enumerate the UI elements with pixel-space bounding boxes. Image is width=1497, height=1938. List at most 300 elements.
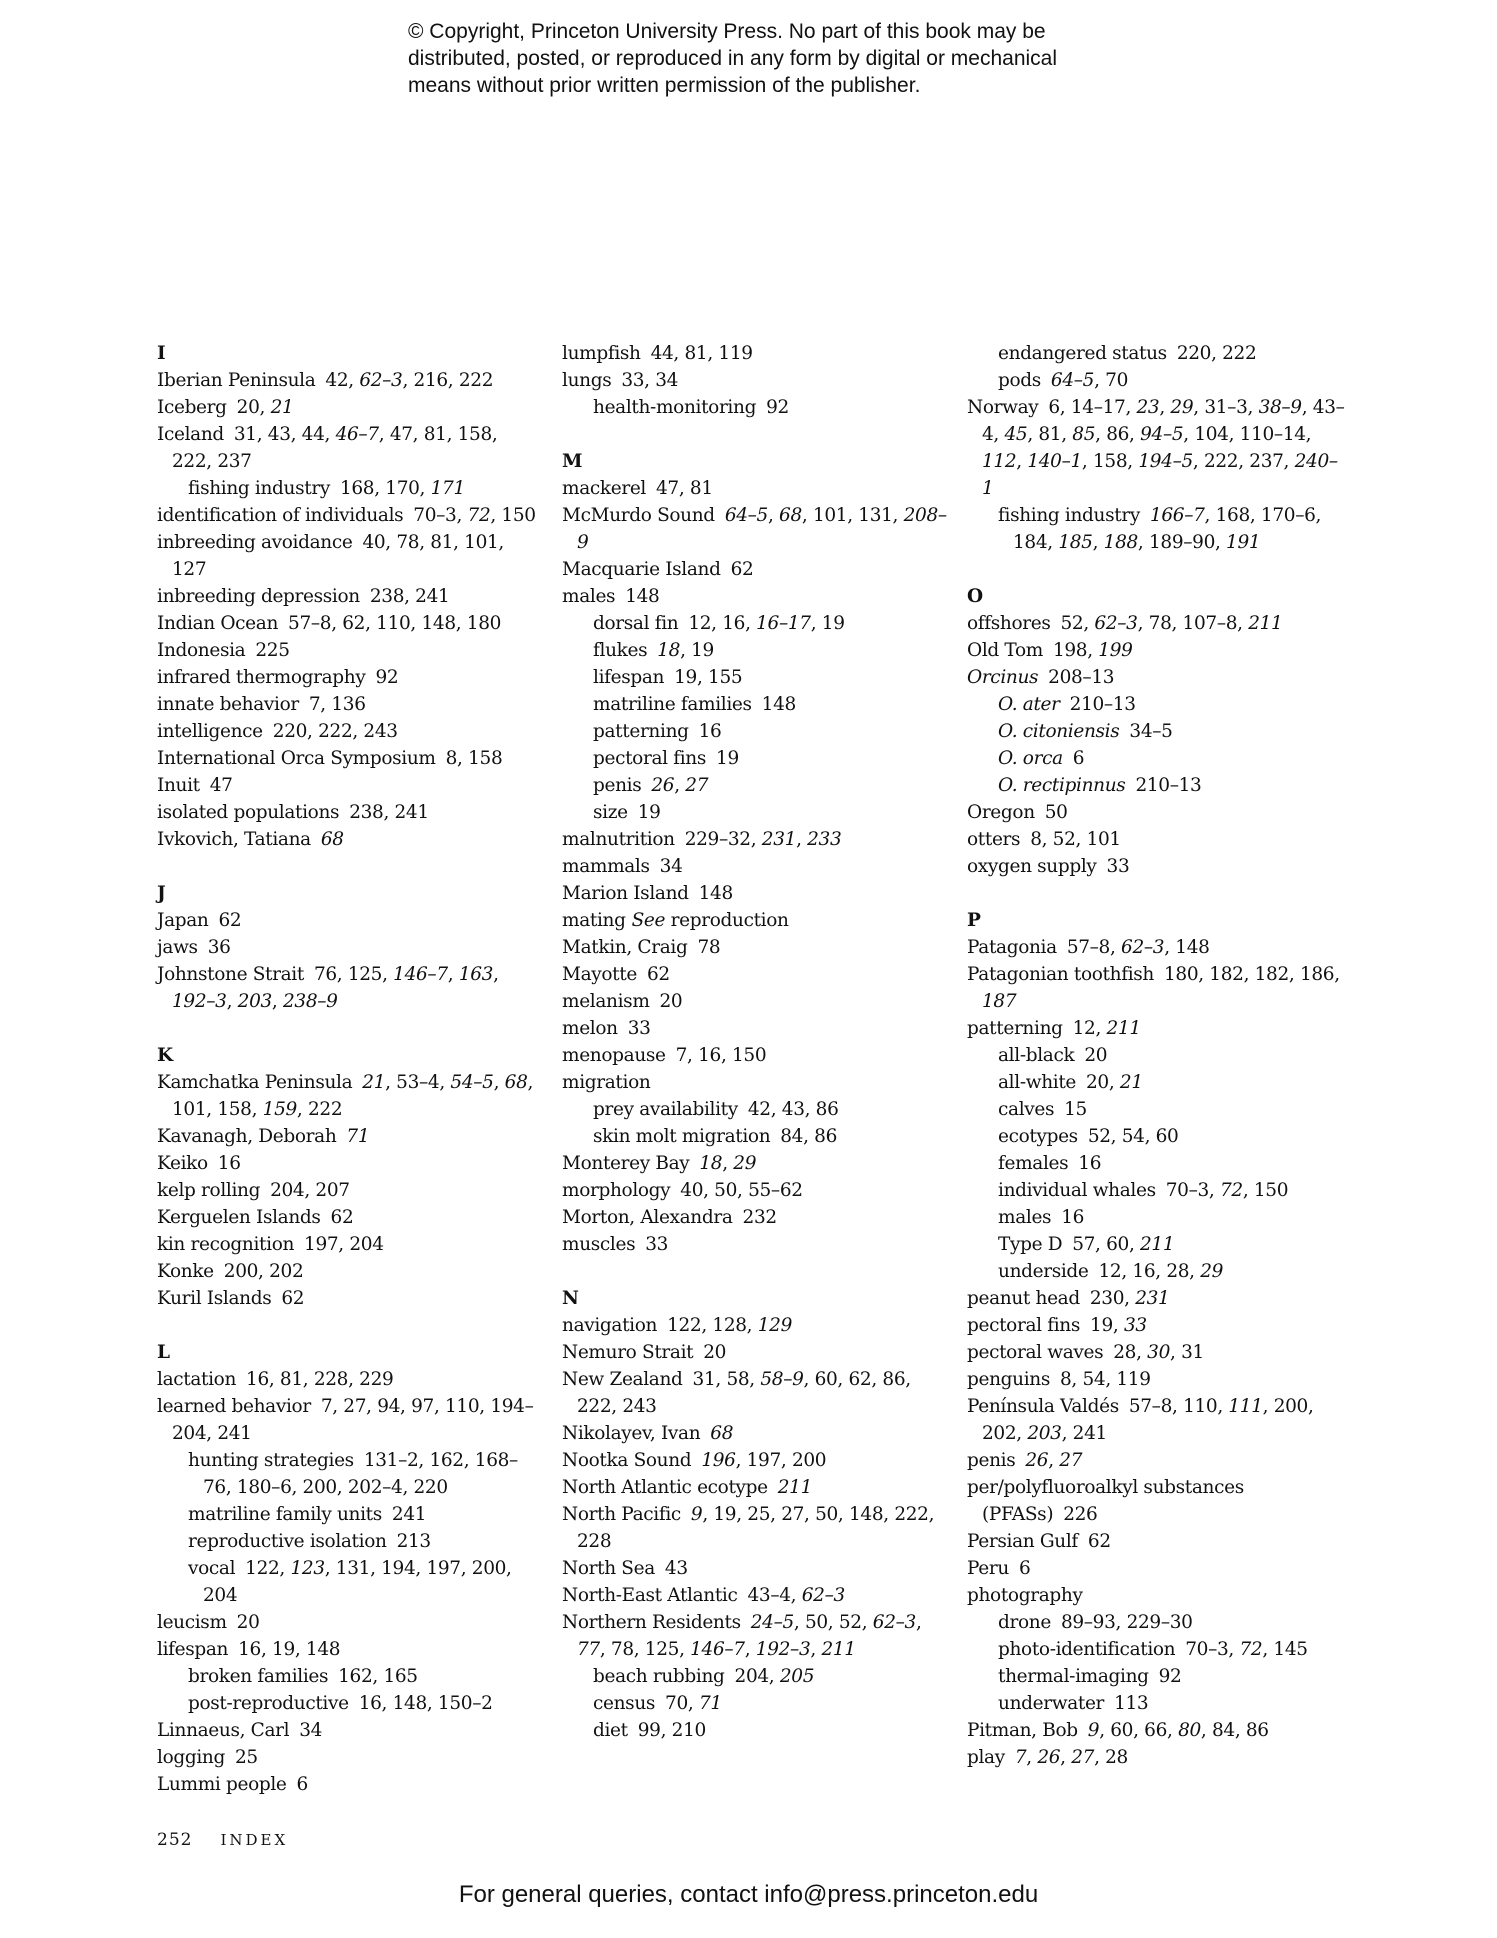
page-ref: 211: [1140, 1234, 1175, 1255]
index-entry: [562, 1609, 947, 1663]
page-ref: 196: [701, 1450, 736, 1471]
page-refs: [625, 586, 659, 607]
section-gap: [157, 853, 537, 880]
index-subentry: [967, 340, 1347, 367]
index-entry: [967, 961, 1347, 1015]
page-ref: 19,: [1090, 1315, 1124, 1336]
page-refs: [651, 775, 708, 796]
index-entry: [562, 1231, 947, 1258]
entry-heading: Matkin, Craig: [562, 937, 688, 958]
page-ref: 71: [698, 1693, 722, 1714]
index-subentry: [562, 637, 947, 664]
entry-heading: all-black: [998, 1045, 1075, 1066]
index-subentry: [562, 1690, 947, 1717]
page-ref: 12,: [1072, 1018, 1107, 1039]
page-ref: 148: [698, 883, 733, 904]
page-ref: 57, 60,: [1072, 1234, 1141, 1255]
page-refs: [321, 829, 344, 850]
page-refs: [638, 1720, 706, 1741]
page-ref: 62–3: [1094, 613, 1138, 634]
index-subentry: [157, 1555, 537, 1609]
page-ref: 8, 158: [445, 748, 503, 769]
page-ref: 203: [1027, 1423, 1062, 1444]
index-subentry: [967, 1177, 1347, 1204]
page-ref: 76, 125,: [313, 964, 394, 985]
page-ref: ,: [226, 991, 238, 1012]
page-ref: , 131, 194, 197, 200, 204: [203, 1558, 512, 1606]
page-refs: [208, 937, 231, 958]
index-entry: [967, 799, 1347, 826]
page-ref: 112: [982, 451, 1017, 472]
index-entry: [967, 637, 1347, 664]
entry-heading: skin molt migration: [593, 1126, 771, 1147]
entry-heading: Macquarie Island: [562, 559, 721, 580]
page-ref: 20: [236, 1612, 260, 1633]
page-ref: 194–5: [1138, 451, 1193, 472]
page-refs: [1025, 1450, 1082, 1471]
index-entry: [157, 1366, 537, 1393]
index-subentry: [157, 1501, 537, 1528]
page-ref: 92: [1158, 1666, 1182, 1687]
index-subentry: [562, 799, 947, 826]
page-refs: [1099, 1261, 1224, 1282]
page-ref: 62: [646, 964, 670, 985]
page-ref: 84, 86: [780, 1126, 838, 1147]
index-subentry: [967, 367, 1347, 394]
page-ref: 21: [270, 397, 294, 418]
page-refs: [1129, 721, 1172, 742]
page-ref: 70–3,: [1165, 1180, 1220, 1201]
page-ref: 187: [982, 991, 1017, 1012]
index-entry: [157, 1069, 537, 1123]
copyright-line: distributed, posted, or reproduced in any form by digital or mechanical: [408, 47, 1058, 70]
page-ref: ,: [674, 775, 686, 796]
page-ref: 52,: [1060, 613, 1095, 634]
page-ref: 46–7: [335, 424, 379, 445]
index-subentry: [967, 745, 1347, 772]
page-ref: 7, 16, 150: [675, 1045, 767, 1066]
index-subentry: [967, 718, 1347, 745]
index-entry: [157, 772, 537, 799]
page-ref: 29: [1170, 397, 1194, 418]
page-ref: 163: [458, 964, 494, 985]
page-footer: [157, 1828, 288, 1852]
index-entry: [157, 637, 537, 664]
entry-heading: New Zealand: [562, 1369, 683, 1390]
page-ref: 40, 78, 81, 101, 127: [172, 532, 504, 580]
entry-heading: mammals: [562, 856, 650, 877]
index-entry: [157, 1258, 537, 1285]
index-entry: [157, 1123, 537, 1150]
page-ref: 62: [330, 1207, 354, 1228]
page-refs: [413, 505, 535, 526]
page-ref: 99, 210: [637, 1720, 706, 1741]
page-ref: 6: [1072, 748, 1085, 769]
page-ref: 16: [698, 721, 722, 742]
index-subentry: [157, 1690, 537, 1717]
index-subentry: [967, 1096, 1347, 1123]
page-refs: [304, 1234, 384, 1255]
index-subentry: [967, 1150, 1347, 1177]
entry-heading: isolated populations: [157, 802, 340, 823]
page-refs: [246, 1369, 393, 1390]
page-ref: , 43–4,: [982, 397, 1345, 445]
page-ref: 180, 182, 182, 186,: [1163, 964, 1340, 985]
index-entry: [967, 1366, 1347, 1393]
index-entry: [562, 1312, 947, 1339]
page-refs: [1053, 640, 1133, 661]
page-ref: 20: [703, 1342, 727, 1363]
page-refs: [780, 1126, 837, 1147]
page-ref: , 60, 66,: [1099, 1720, 1179, 1741]
entry-heading: Mayotte: [562, 964, 637, 985]
page-ref: ,: [447, 964, 459, 985]
page-refs: [1061, 1207, 1084, 1228]
page-refs: [1090, 1315, 1147, 1336]
page-refs: [743, 1207, 777, 1228]
page-refs: [237, 397, 294, 418]
page-refs: [731, 559, 754, 580]
section-gap: [562, 421, 947, 448]
entry-heading: Marion Island: [562, 883, 689, 904]
section-letter: J: [157, 883, 166, 904]
page-refs: [701, 1450, 826, 1471]
entry-heading: Nikolayev, Ivan: [562, 1423, 701, 1444]
page-ref: 26: [1037, 1747, 1061, 1768]
entry-heading: fishing industry: [998, 505, 1140, 526]
page-ref: 148: [625, 586, 660, 607]
page-ref: 122,: [245, 1558, 291, 1579]
page-refs: [676, 1045, 767, 1066]
index-entry: [562, 1150, 947, 1177]
page-ref: 9: [690, 1504, 703, 1525]
page-ref: , 53–4,: [385, 1072, 451, 1093]
entry-heading: broken families: [188, 1666, 329, 1687]
page-ref: 16, 148, 150–2: [358, 1693, 493, 1714]
entry-heading: jaws: [157, 937, 198, 958]
index-entry: [967, 826, 1347, 853]
entry-heading: underwater: [998, 1693, 1105, 1714]
entry-heading: lungs: [562, 370, 612, 391]
page-ref: 129: [757, 1315, 793, 1336]
section-gap: [562, 1258, 947, 1285]
page-ref: 19: [716, 748, 739, 769]
index-subentry: [562, 691, 947, 718]
page-ref: 162, 165: [338, 1666, 418, 1687]
entry-heading: hunting strategies: [188, 1450, 354, 1471]
page-ref: , 84, 86: [1200, 1720, 1269, 1741]
page-ref: 68: [779, 505, 802, 526]
index-entry: [967, 1312, 1347, 1339]
page-ref: 33, 34: [621, 370, 679, 391]
index-entry: [562, 1204, 947, 1231]
entry-heading: health-monitoring: [593, 397, 757, 418]
page-ref: 208–13: [1048, 667, 1115, 688]
page-refs: [647, 964, 670, 985]
index-subentry: [967, 1069, 1347, 1096]
page-ref: 29: [1200, 1261, 1224, 1282]
entry-heading: matriline family units: [188, 1504, 382, 1525]
entry-heading: leucism: [157, 1612, 227, 1633]
page-ref: , 168, 170–6, 184,: [1013, 505, 1322, 553]
index-entry: [562, 1582, 947, 1609]
entry-heading: Monterey Bay: [562, 1153, 690, 1174]
page-refs: [685, 829, 842, 850]
index-entry: [562, 1339, 947, 1366]
page-ref: 43: [664, 1558, 688, 1579]
index-entry: [157, 961, 537, 1015]
index-column-middle: [562, 340, 947, 1744]
page-ref: 203: [237, 991, 272, 1012]
page-ref: 52, 54, 60: [1087, 1126, 1179, 1147]
page-refs: [660, 856, 683, 877]
page-ref: 230,: [1089, 1288, 1136, 1309]
index-entry: [157, 421, 537, 475]
page-refs: [748, 1585, 845, 1606]
index-entry: [967, 1744, 1347, 1771]
entry-heading: O. ater: [998, 694, 1060, 715]
index-entry: [967, 1015, 1347, 1042]
index-subentry: [967, 1258, 1347, 1285]
page-refs: [1060, 1369, 1151, 1390]
entry-heading: endangered status: [998, 343, 1167, 364]
entry-heading: navigation: [562, 1315, 658, 1336]
index-entry: [157, 1636, 537, 1663]
entry-heading: Kerguelen Islands: [157, 1207, 321, 1228]
page-ref: ,: [915, 1612, 922, 1633]
page-ref: , 241: [1061, 1423, 1107, 1444]
page-refs: [255, 640, 289, 661]
page-refs: [397, 1531, 431, 1552]
page-ref: 33: [627, 1018, 651, 1039]
entry-heading: identification of individuals: [157, 505, 404, 526]
entry-heading: inbreeding avoidance: [157, 532, 353, 553]
page-ref: 71: [346, 1126, 370, 1147]
entry-heading: males: [998, 1207, 1052, 1228]
index-subentry: [967, 1663, 1347, 1690]
page-ref: 45: [1004, 424, 1028, 445]
page-refs: [1064, 1099, 1087, 1120]
page-ref: 92: [766, 397, 789, 418]
page-refs: [699, 1153, 756, 1174]
page-ref: 188: [1103, 532, 1138, 553]
page-refs: [1177, 343, 1257, 364]
page-ref: 9: [1087, 1720, 1100, 1741]
entry-heading: offshores: [967, 613, 1051, 634]
page-refs: [766, 397, 789, 418]
page-ref: 140–1: [1027, 451, 1082, 472]
index-entry: [562, 826, 947, 853]
entry-heading: migration: [562, 1072, 651, 1093]
page-ref: 34: [659, 856, 683, 877]
page-ref: 192–3: [172, 991, 227, 1012]
index-entry: [157, 502, 537, 529]
index-subentry: [967, 502, 1347, 556]
page-refs: [237, 1612, 260, 1633]
section-letter: N: [562, 1288, 579, 1309]
index-subentry: [562, 1123, 947, 1150]
page-refs: [297, 1774, 308, 1795]
entry-heading: pectoral fins: [593, 748, 707, 769]
page-ref: 72: [467, 505, 491, 526]
entry-heading: Pitman, Bob: [967, 1720, 1078, 1741]
index-entry: [157, 826, 537, 853]
index-entry: [562, 1366, 947, 1420]
page-ref: , 78, 125,: [599, 1639, 691, 1660]
entry-heading: mating: [562, 910, 626, 931]
page-ref: 168, 170,: [339, 478, 431, 499]
page-ref: , 101, 131,: [801, 505, 904, 526]
entry-heading: O. orca: [998, 748, 1063, 769]
entry-heading: Oregon: [967, 802, 1035, 823]
page-ref: 8, 54, 119: [1060, 1369, 1151, 1390]
index-subentry: [562, 1663, 947, 1690]
page-ref: 34: [299, 1720, 323, 1741]
index-subentry: [967, 772, 1347, 799]
page-ref: 62–3: [359, 370, 403, 391]
entry-heading: patterning: [967, 1018, 1063, 1039]
page-ref: , 148: [1164, 937, 1210, 958]
page-ref: 50: [1044, 802, 1068, 823]
entry-heading: Keiko: [157, 1153, 208, 1174]
entry-heading: prey availability: [593, 1099, 738, 1120]
copyright-line: means without prior written permission of the publisher.: [408, 74, 921, 97]
page-ref: , 47, 81, 158, 222, 237: [172, 424, 498, 472]
page-refs: [735, 1666, 815, 1687]
page-ref: 62: [281, 1288, 305, 1309]
page-ref: ,: [493, 1072, 505, 1093]
page-ref: , 28: [1094, 1747, 1128, 1768]
page-ref: 240–1: [982, 451, 1338, 499]
entry-heading: dorsal fin: [593, 613, 679, 634]
page-ref: ,: [796, 829, 808, 850]
page-ref: 64–5: [1050, 370, 1095, 391]
page-ref: 40, 50, 55–62: [680, 1180, 803, 1201]
page-ref: 231: [1135, 1288, 1170, 1309]
page-ref: , 222: [296, 1099, 343, 1120]
page-ref: 6: [1018, 1558, 1031, 1579]
page-ref: 197, 204: [304, 1234, 384, 1255]
entry-heading: penguins: [967, 1369, 1050, 1390]
page-refs: [748, 1099, 839, 1120]
entry-heading: North-East Atlantic: [562, 1585, 738, 1606]
index-entry: [157, 691, 537, 718]
page-refs: [657, 640, 714, 661]
page-refs: [1113, 1342, 1204, 1363]
entry-heading: Kamchatka Peninsula: [157, 1072, 353, 1093]
page-ref: 146–7: [690, 1639, 745, 1660]
index-entry: [562, 1447, 947, 1474]
page-ref: ,: [1060, 1747, 1072, 1768]
page-ref: 191: [1226, 532, 1261, 553]
index-entry: [157, 745, 537, 772]
page-refs: [349, 802, 429, 823]
page-ref: 27: [1059, 1450, 1083, 1471]
section-letter: I: [157, 343, 166, 364]
entry-heading: size: [593, 802, 628, 823]
page-ref: 16–17: [756, 613, 811, 634]
entry-heading: lumpfish: [562, 343, 641, 364]
index-entry: [157, 1231, 537, 1258]
page-ref: 7, 27, 94, 97, 110, 194–204, 241: [172, 1396, 534, 1444]
page-ref: ,: [1092, 532, 1104, 553]
page-refs: [697, 937, 720, 958]
entry-heading: photography: [967, 1585, 1083, 1606]
page-ref: 20,: [236, 397, 271, 418]
page-ref: 89–93, 229–30: [1060, 1612, 1193, 1633]
section-letter: K: [157, 1045, 173, 1066]
page-refs: [703, 1342, 726, 1363]
index-entry: [967, 1339, 1347, 1366]
index-entry: [562, 367, 947, 394]
page-ref: 18: [699, 1153, 723, 1174]
page-refs: [1159, 1666, 1182, 1687]
entry-heading: O. citoniensis: [998, 721, 1120, 742]
index-subentry: [562, 664, 947, 691]
page-ref: , 86,: [1095, 424, 1141, 445]
page-ref: 192–3: [755, 1639, 811, 1660]
page-ref: 62: [218, 910, 242, 931]
page-refs: [667, 1315, 792, 1336]
page-ref: 113: [1114, 1693, 1149, 1714]
index-entry: [967, 1528, 1347, 1555]
entry-heading: reproductive isolation: [188, 1531, 387, 1552]
page-ref: , 60, 62, 86, 222, 243: [577, 1369, 911, 1417]
index-entry: [562, 583, 947, 610]
page-ref: 77: [577, 1639, 600, 1660]
entry-heading: Península Valdés: [967, 1396, 1119, 1417]
page-ref: 25: [234, 1747, 258, 1768]
entry-heading: Indian Ocean: [157, 613, 279, 634]
page-refs: [621, 370, 678, 391]
entry-heading: Nemuro Strait: [562, 1342, 694, 1363]
page-ref: 238–9: [282, 991, 338, 1012]
entry-heading: ecotypes: [998, 1126, 1078, 1147]
entry-heading: Konke: [157, 1261, 214, 1282]
section-gap: [157, 1015, 537, 1042]
page-ref: , 150: [490, 505, 536, 526]
page-ref: 16: [217, 1153, 241, 1174]
index-entry: [562, 961, 947, 988]
page-ref: , 19: [810, 613, 845, 634]
page-refs: [1045, 802, 1068, 823]
page-refs: [1078, 1153, 1101, 1174]
page-refs: [1084, 1045, 1107, 1066]
page-ref: , 200, 202,: [982, 1396, 1314, 1444]
page-ref: , 189–90,: [1137, 532, 1227, 553]
entry-heading: females: [998, 1153, 1069, 1174]
entry-heading: individual whales: [998, 1180, 1156, 1201]
index-entry: [967, 934, 1347, 961]
entry-heading: innate behavior: [157, 694, 299, 715]
section-gap: [967, 556, 1347, 583]
index-entry: [967, 1582, 1347, 1609]
page-ref: See: [631, 910, 666, 931]
index-column-left: [157, 340, 537, 1798]
index-entry: [157, 394, 537, 421]
page-ref: 57–8,: [1066, 937, 1122, 958]
page-refs: [710, 1423, 733, 1444]
page-ref: 241: [391, 1504, 427, 1525]
entry-heading: pectoral waves: [967, 1342, 1104, 1363]
page-ref: 211: [1248, 613, 1283, 634]
page-refs: [632, 910, 789, 931]
index-entry: [562, 1474, 947, 1501]
entry-heading: International Orca Symposium: [157, 748, 436, 769]
page-ref: 68: [710, 1423, 734, 1444]
entry-heading: Indonesia: [157, 640, 246, 661]
page-refs: [1107, 856, 1130, 877]
